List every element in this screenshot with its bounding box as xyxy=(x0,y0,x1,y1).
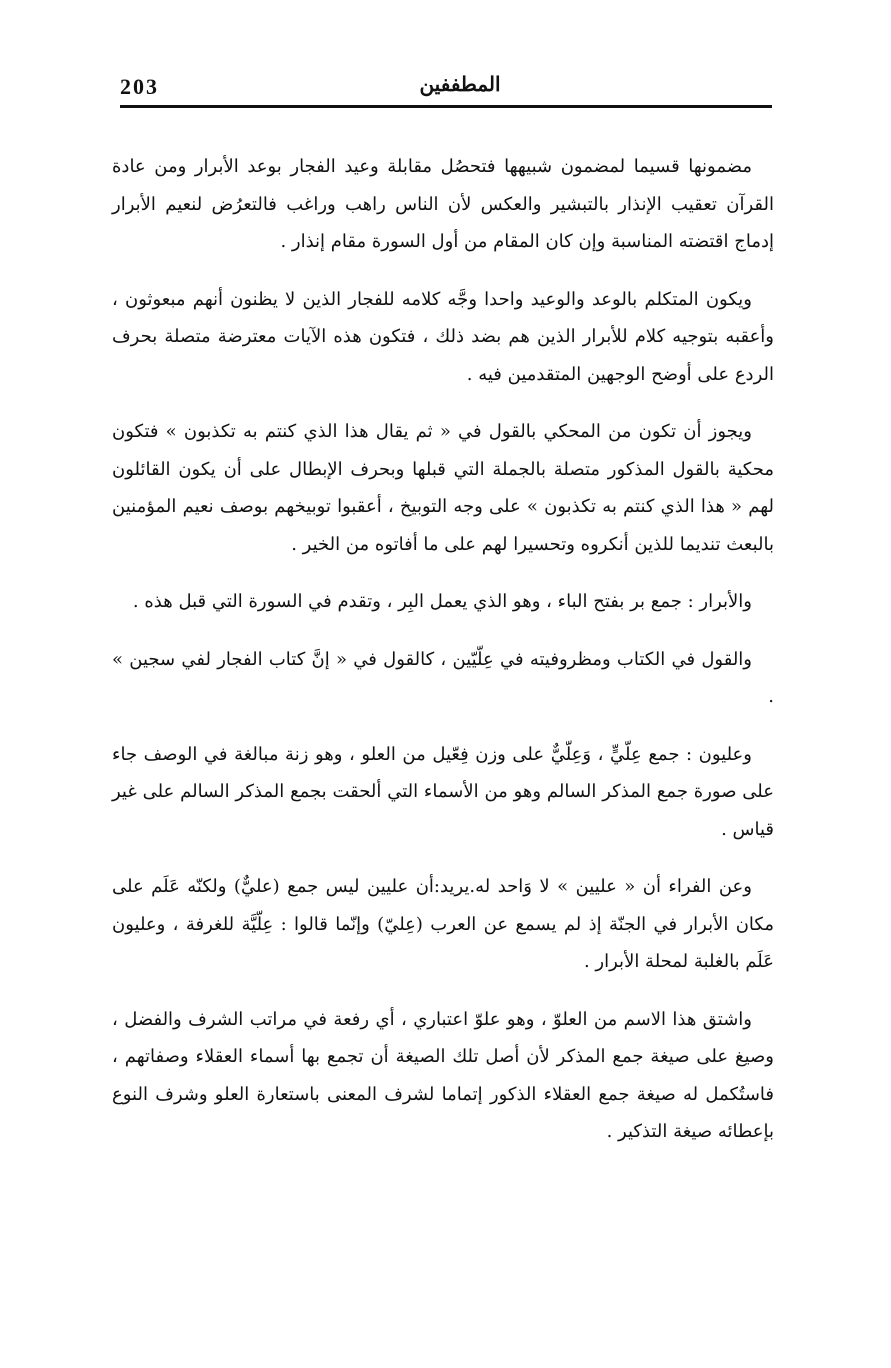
paragraph-5: والقول في الكتاب ومظروفيته في عِلّيّين ، كالقول في « إنَّ كتاب الفجار لفي سجين » . xyxy=(112,648,774,707)
paragraph-3: ويجوز أن تكون من المحكي بالقول في « ثم يقال هذا الذي كنتم به تكذبون » فتكون محكية بالقول المذكور متصلة بالجملة التي قبلها وبحرف الإبطال على أن يكون القائلون لهم « هذا الذي كنتم به تكذبون » على وجه التوبيخ ، أعقبوا توبيخهم بوصف نعيم المؤمنين بالبعث تنديما للذين أنكروه وتحسيرا لهم على ما أفاتوه من الخير . xyxy=(112,421,774,555)
page-number: 203 xyxy=(120,74,159,99)
paragraph-7: وعن الفراء أن « عليين » لا وَاحد له.يريد:أن عليين ليس جمع (عليٌّ) ولكنّه عَلَم على مكان الأبرار في الجنّة إذ لم يسمع عن العرب (عِليّ) وإنّما قالوا : عِلّيَّة للغرفة ، وعليون عَلَم بالغلبة لمحلة الأبرار . xyxy=(112,876,774,972)
page-body xyxy=(112,148,774,1171)
paragraph-2: ويكون المتكلم بالوعد والوعيد واحدا وجَّه كلامه للفجار الذين لا يظنون أنهم مبعوثون ، وأعقبه بتوجيه كلام للأبرار الذين هم بضد ذلك ، فتكون هذه الآيات معترضة متصلة بحرف الردع على أوضح الوجهين المتقدمين فيه . xyxy=(112,288,774,385)
header-rule xyxy=(120,105,772,108)
paragraph-6: وعليون : جمع عِلّيٍّ ، وَعِلّيٌّ على وزن فِعّيل من العلو ، وهو زنة مبالغة في الوصف جاء على صورة جمع المذكر السالم وهو من الأسماء التي ألحقت بجمع المذكر السالم على غير قياس . xyxy=(112,743,774,840)
paragraph-8: واشتق هذا الاسم من العلوّ ، وهو علوّ اعتباري ، أي رفعة في مراتب الشرف والفضل ، وصيغ على صيغة جمع المذكر لأن أصل تلك الصيغة أن تجمع بها أسماء العقلاء وصفاتهم ، فاستُكمل له صيغة جمع العقلاء الذكور إتماما لشرف المعنى باستعارة العلو وشرف النوع بإعطائه صيغة التذكير . xyxy=(112,1008,774,1142)
paragraph-1: مضمونها قسيما لمضمون شبيهها فتحصُل مقابلة وعيد الفجار بوعد الأبرار ومن عادة القرآن تعقيب الإنذار بالتبشير والعكس لأن الناس راهب وراغب فالتعرُض لنعيم الأبرار إدماج اقتضته المناسبة وإن كان المقام من أول السورة مقام إنذار . xyxy=(112,156,774,252)
paragraph-4: والأبرار : جمع بر بفتح الباء ، وهو الذي يعمل البِر ، وتقدم في السورة التي قبل هذه . xyxy=(132,591,752,612)
running-title: المطففين xyxy=(419,72,501,96)
